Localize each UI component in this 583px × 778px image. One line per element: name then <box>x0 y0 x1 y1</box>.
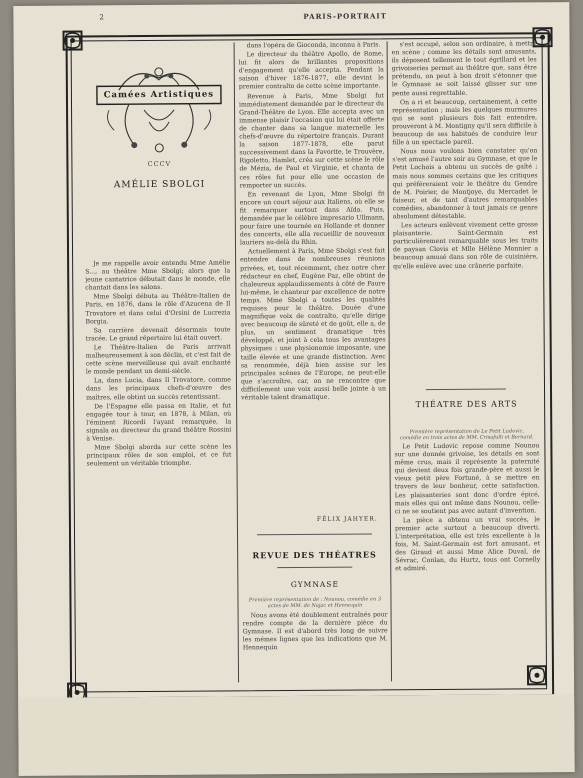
paragraph: La pièce a obtenu un vrai succès, le premier acte surtout a beaucoup diverti. L'interprétation, elle est très excellente à la fois, M. Saint-Germain est fort amusant, et des Giraud et aussi Mme Alice Duval, de Sévrac, Conlan, du Hurtz, tous ont Cornelly et admiré. <box>394 516 541 573</box>
paragraph: Je me rappelle avoir entendu Mme Amélie S..., au théâtre Mme Sbolgi; alors que la jeune cantatrice débutait dans le monde, elle chantait dans les salons. <box>85 259 231 292</box>
paragraph: Sa carrière devenait désormais toute tracée. Le grand répertoire lui était ouvert. <box>85 326 231 343</box>
newspaper-page <box>13 2 574 776</box>
author-signature: FÉLIX JAHYER. <box>316 515 378 523</box>
cameo-title: Camées Artistiques <box>103 89 215 101</box>
column-3-text <box>392 40 539 376</box>
corner-ornament-icon <box>526 664 548 686</box>
column-3b-text <box>394 442 540 643</box>
page-number: 2 <box>99 13 104 22</box>
paragraph: Actuellement à Paris, Mme Sbolgi s'est fait entendre dans de nombreuses réunions privées, et, tout récemment, chez notre cher rédacteur en chef, Eugène Paz, elle obtint de chaleureux applaudissements à côté de Faure lui-même, le chanteur par excellence de notre temps. Mme Sbolgi a toutes les qualités requises pour le théâtre. Douée d'une magnifique voix de contralto, qu'elle dirige avec beaucoup de sûreté et de goût, elle a, de plus, un sentiment dramatique très développé, et joint à cela tous les avantages physiques : une physionomie imposante, une taille élevée et une grande distinction. Avec sa renommée, déjà bien assise sur les principales scènes de l'Europe, ne peut-elle que s'accroître, car, on ne rencontre que difficilement une voix aussi belle jointe à un véritable talent dramatique. <box>240 247 387 402</box>
paragraph: Mme Sbolgi aborda sur cette scène les principaux rôles de son emploi, et ce fut seulement un véritable triomphe. <box>86 443 232 468</box>
floral-ornament-icon <box>89 59 230 155</box>
paragraph: Mme Sbolgi débuta au Théâtre-Italien de Paris, en 1876, dans le rôle d'Azucena de Il Trovatore et dans celui d'Orsini de Lucrezia Borgia. <box>85 292 231 326</box>
paragraph: La, dans Lucia, dans Il Trovatore, comme dans les principaux chefs-d'œuvre des maîtres, elle obtint un succès retentissant. <box>85 376 232 401</box>
corner-ornament-icon <box>61 29 83 51</box>
paragraph: Le directeur du théâtre Apollo, de Rome, lui fit alors de brillantes propositions d'engagement qu'elle accepta. Pendant la saison d'hiver 1876-1877, elle devint le premier contralto de cette scène importante. <box>238 50 384 91</box>
gymnase-text <box>243 611 388 682</box>
subsection-subtitle: Première représentation de : Nounou, comédie en 3 actes de MM. de Najac et Hennequin <box>248 596 382 610</box>
paragraph: Revenue à Paris, Mme Sbolgi fut immédiatement demandée par le directeur du Grand-Théâtre de Lyon. Elle accepta avec un immense plaisir l'occasion qui lui était offerte de chanter dans sa langue maternelle les chefs-d'œuvre du répertoire français. Durant la saison 1877-1878, elle parut successivement dans la Favorite, le Trouvère, Rigoletto, Hamlet, créa sur cette scène le rôle de Mézia, de Paul et Virginie, et chanta de ces rôles fut pour elle une occasion de remporter un succès. <box>238 91 385 189</box>
paragraph: De l'Espagne elle passa en Italie, et fut engagée tour à tour, en 1878, à Milan, où l'éminent Ricordi l'ayant remarquée, la signala au directeur du grand théâtre Rossini à Venise. <box>86 402 232 443</box>
cameo-number: CCCV <box>147 159 172 169</box>
paragraph: Le Petit Ludovic repose comme Nounou sur une donnée grivoise, les détails en sont même crus, mais il représente la paternité qui devient deux fois grande-père et aussi le vieux petit père Fortuné, à se mettre en travers de leur bonheur, cette satisfaction. Les plaisanteries sont donc d'ordre épicé, mais elles qui ont même dans Nounou, celle-ci ne se soutient pas avec autant d'invention. <box>394 442 540 516</box>
running-head <box>13 10 569 28</box>
paragraph: dans l'opéra de Gioconda, inconnu à Paris. <box>246 41 381 50</box>
paragraph: Le Théâtre-Italien de Paris arrivait malheureusement à son déclin, et c'est fait de cette scène merveilleuse qui avait enchanté le monde pendant un demi-siècle. <box>85 343 231 376</box>
paragraph: En revenant de Lyon, Mme Sbolgi fit encore un court séjour aux Italiens, où elle se fit remarquer surtout dans Aïda. Puis, demandée par le célèbre impresario Ullmann, pour faire une tournée en Hollande et donner des concerts, elle alla recueillir de nouveaux lauriers au-delà du Rhin. <box>239 190 385 247</box>
page-margin <box>18 694 575 776</box>
subsection-heading: THÉATRE DES ARTS <box>415 399 518 410</box>
section-heading: REVUE DES THÉATRES <box>252 549 377 561</box>
subject-name: AMÉLIE SBOLGI <box>113 179 206 191</box>
paragraph: s'est occupé, selon son ordinaire, à mettre en scène ; comme les détails sont amusants, ils déposent tellement le tout égrillard et les grivoiseries permet au théâtre que, sans être prétendu, on peut à bon droit s'étonner que le Gymnase se soit laissé glisser sur une pente aussi regrettable. <box>391 40 537 97</box>
journal-title: PARIS-PORTRAIT <box>303 11 387 21</box>
paragraph: Les acteurs enlèvent vivement cette grosse plaisanterie. Saint-Germain est particulièrement remarquable sous les traits de paysan Clovis et Mlle Hélène Monnier a beaucoup amusé dans son rôle de cuisinière, qu'elle enlève avec une crânerie parfaite. <box>392 221 539 270</box>
paragraph: On a ri et beaucoup, certainement, à cette représentation ; mais les quelques murmures qui se sont plusieurs fois fait entendre, prouveront à M. Montigny qu'il sera difficile à beaucoup de ses habitués de conduire leur fille à un spectacle pareil. <box>392 97 538 147</box>
subsection-subtitle: Première représentation de Le Petit Ludovic, comédie en trois actes de MM. Crisafulli et Bernard. <box>399 428 534 442</box>
paragraph: Nous nous voulons bien constater qu'on s'est amusé l'autre soir au Gymnase, et que le Petit Lochois a obtenu un succès de gaîté ; mais nous sommes certains que les critiques qui préféreraient voir le théâtre du Gendre de M. Poirier, de Montjoye, du Mercadet le faiseur, et de tant d'autres remarquables comédies, abandonner à tout jamais ce genre absolument détestable. <box>392 147 538 221</box>
paragraph: Nous avons été doublement entraînés pour rendre compte de la dernière pièce du Gymnase. Il est d'abord très long de suivre les mémes lignes que les indications que M. Hennequin <box>242 611 388 652</box>
subsection-heading: GYMNASE <box>290 579 339 590</box>
column-1-text <box>85 259 233 685</box>
column-2-text <box>239 41 387 527</box>
cameo-emblem <box>89 59 230 155</box>
